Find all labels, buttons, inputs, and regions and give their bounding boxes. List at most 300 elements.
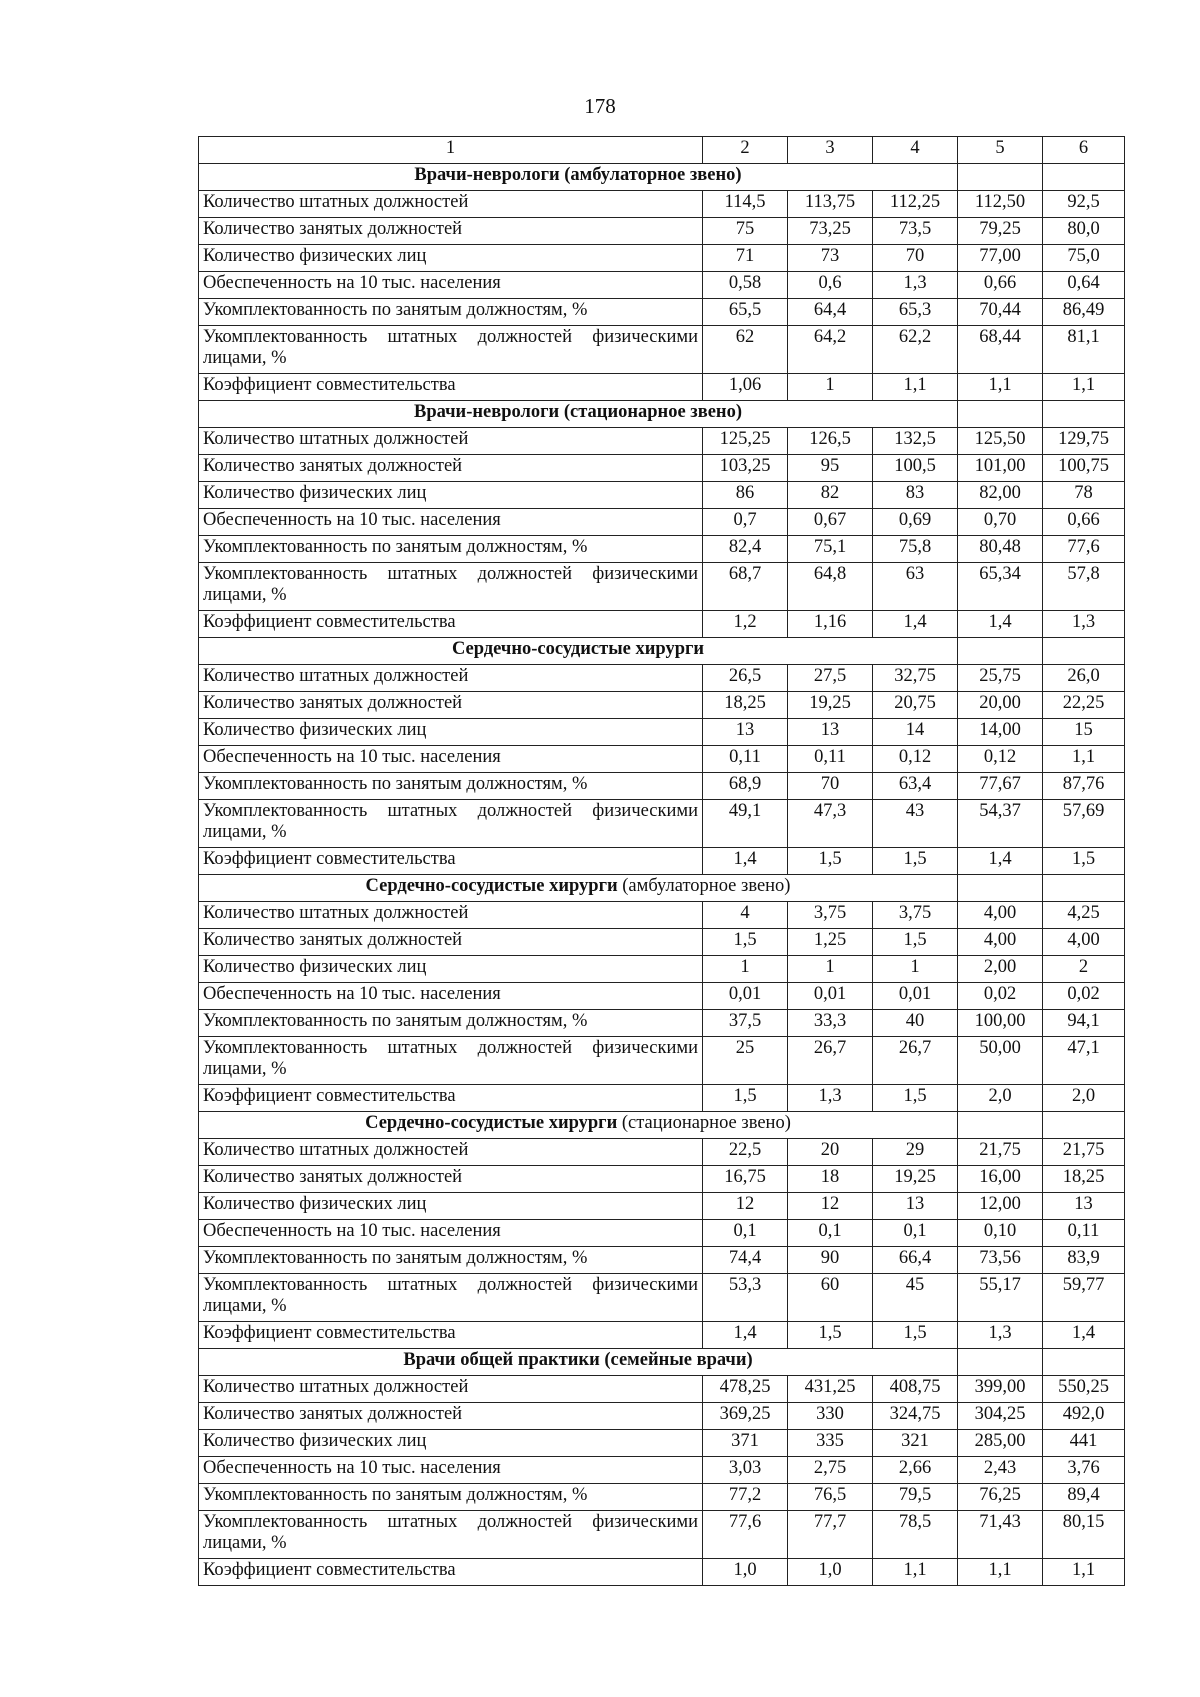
value-cell: 78 [1043,482,1125,509]
row-label: Количество занятых должностей [199,218,703,245]
value-cell: 0,12 [958,746,1043,773]
value-cell: 285,00 [958,1430,1043,1457]
value-cell: 1,0 [788,1559,873,1586]
value-cell: 20,00 [958,692,1043,719]
value-cell: 0,01 [873,983,958,1010]
value-cell: 1,5 [788,1322,873,1349]
value-cell: 81,1 [1043,326,1125,374]
value-cell: 125,50 [958,428,1043,455]
value-cell: 29 [873,1139,958,1166]
value-cell: 321 [873,1430,958,1457]
value-cell: 66,4 [873,1247,958,1274]
value-cell: 75,8 [873,536,958,563]
empty-cell [1043,638,1125,665]
table-row [199,1247,1125,1274]
value-cell: 1,4 [703,1322,788,1349]
value-cell: 19,25 [788,692,873,719]
value-cell: 3,03 [703,1457,788,1484]
row-label: Количество физических лиц [199,245,703,272]
table-row [199,299,1125,326]
row-label: Укомплектованность штатных должностей физическими лицами, % [199,326,703,374]
value-cell: 64,4 [788,299,873,326]
section-header-row [199,875,1125,902]
value-cell: 77,6 [703,1511,788,1559]
value-cell: 335 [788,1430,873,1457]
value-cell: 1,5 [703,1085,788,1112]
value-cell: 1,0 [703,1559,788,1586]
value-cell: 2,00 [958,956,1043,983]
value-cell: 80,48 [958,536,1043,563]
value-cell: 0,11 [788,746,873,773]
value-cell: 129,75 [1043,428,1125,455]
value-cell: 25,75 [958,665,1043,692]
table-row [199,428,1125,455]
value-cell: 13 [873,1193,958,1220]
value-cell: 90 [788,1247,873,1274]
column-header: 6 [1043,137,1125,164]
table-row [199,1511,1125,1559]
empty-cell [1043,164,1125,191]
value-cell: 1,4 [873,611,958,638]
value-cell: 1,1 [958,1559,1043,1586]
row-label: Количество занятых должностей [199,1166,703,1193]
value-cell: 77,7 [788,1511,873,1559]
value-cell: 82 [788,482,873,509]
value-cell: 3,75 [788,902,873,929]
value-cell: 12,00 [958,1193,1043,1220]
table-row [199,848,1125,875]
value-cell: 1,2 [703,611,788,638]
value-cell: 0,1 [873,1220,958,1247]
value-cell: 87,76 [1043,773,1125,800]
value-cell: 492,0 [1043,1403,1125,1430]
table-row [199,1403,1125,1430]
value-cell: 68,9 [703,773,788,800]
value-cell: 54,37 [958,800,1043,848]
row-label: Количество физических лиц [199,1430,703,1457]
value-cell: 64,2 [788,326,873,374]
value-cell: 71 [703,245,788,272]
row-label: Укомплектованность по занятым должностям, % [199,536,703,563]
value-cell: 0,70 [958,509,1043,536]
table-row [199,929,1125,956]
row-label: Обеспеченность на 10 тыс. населения [199,1220,703,1247]
value-cell: 18,25 [703,692,788,719]
value-cell: 2,0 [1043,1085,1125,1112]
value-cell: 0,6 [788,272,873,299]
value-cell: 1,16 [788,611,873,638]
table-row [199,1322,1125,1349]
value-cell: 0,66 [958,272,1043,299]
value-cell: 16,75 [703,1166,788,1193]
value-cell: 2,66 [873,1457,958,1484]
value-cell: 70 [873,245,958,272]
value-cell: 13 [703,719,788,746]
value-cell: 65,34 [958,563,1043,611]
row-label: Коэффициент совместительства [199,611,703,638]
value-cell: 64,8 [788,563,873,611]
value-cell: 53,3 [703,1274,788,1322]
value-cell: 62 [703,326,788,374]
value-cell: 77,00 [958,245,1043,272]
value-cell: 82,4 [703,536,788,563]
table-row [199,1376,1125,1403]
section-title-rest: (амбулаторное звено) [617,876,791,896]
value-cell: 0,67 [788,509,873,536]
table-row [199,983,1125,1010]
value-cell: 371 [703,1430,788,1457]
value-cell: 100,5 [873,455,958,482]
value-cell: 1,25 [788,929,873,956]
value-cell: 0,7 [703,509,788,536]
value-cell: 73,25 [788,218,873,245]
column-header: 3 [788,137,873,164]
value-cell: 94,1 [1043,1010,1125,1037]
value-cell: 75,0 [1043,245,1125,272]
value-cell: 20 [788,1139,873,1166]
value-cell: 1,5 [873,1322,958,1349]
row-label: Количество физических лиц [199,719,703,746]
value-cell: 75 [703,218,788,245]
section-header-row [199,638,1125,665]
value-cell: 63,4 [873,773,958,800]
value-cell: 78,5 [873,1511,958,1559]
value-cell: 550,25 [1043,1376,1125,1403]
value-cell: 2,75 [788,1457,873,1484]
table-row [199,245,1125,272]
value-cell: 103,25 [703,455,788,482]
table-row [199,326,1125,374]
value-cell: 4,00 [1043,929,1125,956]
empty-cell [1043,1112,1125,1139]
value-cell: 0,66 [1043,509,1125,536]
table-row [199,800,1125,848]
value-cell: 76,5 [788,1484,873,1511]
value-cell: 0,02 [1043,983,1125,1010]
value-cell: 14 [873,719,958,746]
row-label: Укомплектованность по занятым должностям, % [199,773,703,800]
table-row [199,665,1125,692]
value-cell: 112,50 [958,191,1043,218]
value-cell: 75,1 [788,536,873,563]
value-cell: 125,25 [703,428,788,455]
value-cell: 1,3 [958,1322,1043,1349]
table-row [199,1139,1125,1166]
table-row [199,482,1125,509]
value-cell: 63 [873,563,958,611]
row-label: Укомплектованность штатных должностей физическими лицами, % [199,1511,703,1559]
value-cell: 1,1 [1043,746,1125,773]
row-label: Количество штатных должностей [199,1139,703,1166]
value-cell: 408,75 [873,1376,958,1403]
value-cell: 0,1 [788,1220,873,1247]
value-cell: 12 [788,1193,873,1220]
empty-cell [958,638,1043,665]
row-label: Количество занятых должностей [199,692,703,719]
value-cell: 101,00 [958,455,1043,482]
value-cell: 15 [1043,719,1125,746]
table-row [199,1430,1125,1457]
value-cell: 1,5 [703,929,788,956]
value-cell: 1,1 [958,374,1043,401]
table-row [199,773,1125,800]
value-cell: 3,76 [1043,1457,1125,1484]
value-cell: 89,4 [1043,1484,1125,1511]
value-cell: 4 [703,902,788,929]
section-title [199,875,958,902]
value-cell: 73 [788,245,873,272]
row-label: Количество штатных должностей [199,191,703,218]
value-cell: 22,5 [703,1139,788,1166]
value-cell: 369,25 [703,1403,788,1430]
value-cell: 47,3 [788,800,873,848]
value-cell: 70,44 [958,299,1043,326]
value-cell: 25 [703,1037,788,1085]
value-cell: 0,1 [703,1220,788,1247]
value-cell: 1 [788,956,873,983]
value-cell: 18 [788,1166,873,1193]
value-cell: 60 [788,1274,873,1322]
empty-cell [958,164,1043,191]
value-cell: 1,5 [1043,848,1125,875]
value-cell: 19,25 [873,1166,958,1193]
table-row [199,1559,1125,1586]
row-label: Укомплектованность штатных должностей физическими лицами, % [199,1037,703,1085]
value-cell: 112,25 [873,191,958,218]
value-cell: 79,5 [873,1484,958,1511]
value-cell: 4,25 [1043,902,1125,929]
row-label: Количество штатных должностей [199,665,703,692]
value-cell: 4,00 [958,929,1043,956]
row-label: Укомплектованность штатных должностей физическими лицами, % [199,563,703,611]
value-cell: 0,10 [958,1220,1043,1247]
row-label: Коэффициент совместительства [199,374,703,401]
value-cell: 47,1 [1043,1037,1125,1085]
table-row [199,1484,1125,1511]
value-cell: 0,64 [1043,272,1125,299]
section-title [199,638,958,665]
row-label: Обеспеченность на 10 тыс. населения [199,272,703,299]
section-title-bold: Сердечно-сосудистые хирурги [365,1113,618,1133]
section-header-row [199,1112,1125,1139]
value-cell: 70 [788,773,873,800]
column-header: 2 [703,137,788,164]
value-cell: 26,7 [873,1037,958,1085]
table-row [199,902,1125,929]
section-title [199,1349,958,1376]
value-cell: 0,58 [703,272,788,299]
value-cell: 0,01 [703,983,788,1010]
value-cell: 77,6 [1043,536,1125,563]
section-header-row [199,401,1125,428]
table-row [199,509,1125,536]
row-label: Коэффициент совместительства [199,848,703,875]
value-cell: 83 [873,482,958,509]
value-cell: 1,3 [873,272,958,299]
section-title-bold: Сердечно-сосудистые хирурги [365,876,618,896]
value-cell: 27,5 [788,665,873,692]
value-cell: 45 [873,1274,958,1322]
value-cell: 80,0 [1043,218,1125,245]
column-header: 5 [958,137,1043,164]
value-cell: 16,00 [958,1166,1043,1193]
row-label: Коэффициент совместительства [199,1085,703,1112]
value-cell: 2,0 [958,1085,1043,1112]
value-cell: 49,1 [703,800,788,848]
section-title [199,401,958,428]
value-cell: 330 [788,1403,873,1430]
value-cell: 14,00 [958,719,1043,746]
row-label: Количество занятых должностей [199,1403,703,1430]
value-cell: 1 [703,956,788,983]
section-title-bold: Сердечно-сосудистые хирурги [451,639,705,659]
value-cell: 1,5 [873,848,958,875]
value-cell: 22,25 [1043,692,1125,719]
value-cell: 50,00 [958,1037,1043,1085]
value-cell: 74,4 [703,1247,788,1274]
row-label: Коэффициент совместительства [199,1559,703,1586]
value-cell: 1,06 [703,374,788,401]
table-row [199,191,1125,218]
value-cell: 132,5 [873,428,958,455]
value-cell: 126,5 [788,428,873,455]
value-cell: 18,25 [1043,1166,1125,1193]
value-cell: 1,4 [958,848,1043,875]
value-cell: 21,75 [1043,1139,1125,1166]
value-cell: 57,8 [1043,563,1125,611]
row-label: Обеспеченность на 10 тыс. населения [199,509,703,536]
staffing-table [198,136,1125,1586]
value-cell: 1 [873,956,958,983]
value-cell: 71,43 [958,1511,1043,1559]
value-cell: 0,11 [703,746,788,773]
value-cell: 68,44 [958,326,1043,374]
table-row [199,719,1125,746]
empty-cell [1043,401,1125,428]
value-cell: 431,25 [788,1376,873,1403]
value-cell: 4,00 [958,902,1043,929]
row-label: Количество занятых должностей [199,455,703,482]
value-cell: 0,11 [1043,1220,1125,1247]
value-cell: 1,4 [958,611,1043,638]
page-number: 178 [584,94,616,118]
table-row [199,374,1125,401]
value-cell: 65,5 [703,299,788,326]
column-header: 1 [199,137,703,164]
table-row [199,272,1125,299]
value-cell: 65,3 [873,299,958,326]
value-cell: 62,2 [873,326,958,374]
row-label: Укомплектованность по занятым должностям, % [199,1484,703,1511]
value-cell: 26,5 [703,665,788,692]
value-cell: 0,02 [958,983,1043,1010]
table-row [199,611,1125,638]
value-cell: 86,49 [1043,299,1125,326]
value-cell: 1,5 [873,929,958,956]
value-cell: 26,0 [1043,665,1125,692]
row-label: Укомплектованность по занятым должностям, % [199,1247,703,1274]
section-title-bold: Врачи-неврологи (амбулаторное звено) [414,165,742,185]
value-cell: 0,12 [873,746,958,773]
row-label: Количество занятых должностей [199,929,703,956]
value-cell: 57,69 [1043,800,1125,848]
value-cell: 1,3 [1043,611,1125,638]
value-cell: 83,9 [1043,1247,1125,1274]
value-cell: 478,25 [703,1376,788,1403]
row-label: Укомплектованность штатных должностей физическими лицами, % [199,1274,703,1322]
value-cell: 1,1 [1043,1559,1125,1586]
value-cell: 79,25 [958,218,1043,245]
table-row [199,746,1125,773]
row-label: Количество физических лиц [199,1193,703,1220]
value-cell: 1 [788,374,873,401]
table-row [199,956,1125,983]
value-cell: 114,5 [703,191,788,218]
value-cell: 33,3 [788,1010,873,1037]
empty-cell [958,1349,1043,1376]
value-cell: 399,00 [958,1376,1043,1403]
value-cell: 113,75 [788,191,873,218]
section-title-rest: (стационарное звено) [617,1113,791,1133]
table-row [199,1220,1125,1247]
value-cell: 100,00 [958,1010,1043,1037]
value-cell: 1,5 [788,848,873,875]
row-label: Обеспеченность на 10 тыс. населения [199,1457,703,1484]
table-row [199,1193,1125,1220]
value-cell: 13 [788,719,873,746]
table-body [199,137,1125,1586]
row-label: Укомплектованность по занятым должностям, % [199,299,703,326]
value-cell: 1,1 [1043,374,1125,401]
value-cell: 68,7 [703,563,788,611]
value-cell: 0,69 [873,509,958,536]
column-header: 4 [873,137,958,164]
value-cell: 82,00 [958,482,1043,509]
value-cell: 32,75 [873,665,958,692]
section-header-row [199,1349,1125,1376]
value-cell: 26,7 [788,1037,873,1085]
value-cell: 441 [1043,1430,1125,1457]
table-row [199,1274,1125,1322]
empty-cell [1043,875,1125,902]
table-row [199,1037,1125,1085]
row-label: Количество штатных должностей [199,428,703,455]
section-title-bold: Врачи-неврологи (стационарное звено) [413,402,742,422]
value-cell: 40 [873,1010,958,1037]
value-cell: 2,43 [958,1457,1043,1484]
value-cell: 100,75 [1043,455,1125,482]
value-cell: 304,25 [958,1403,1043,1430]
value-cell: 2 [1043,956,1125,983]
section-header-row [199,164,1125,191]
value-cell: 77,2 [703,1484,788,1511]
row-label: Коэффициент совместительства [199,1322,703,1349]
value-cell: 1,1 [873,1559,958,1586]
row-label: Обеспеченность на 10 тыс. населения [199,746,703,773]
value-cell: 59,77 [1043,1274,1125,1322]
row-label: Количество физических лиц [199,956,703,983]
table-row [199,1085,1125,1112]
empty-cell [1043,1349,1125,1376]
value-cell: 1,1 [873,374,958,401]
value-cell: 95 [788,455,873,482]
table-row [199,1166,1125,1193]
section-title-bold: Врачи общей практики (семейные врачи) [403,1350,753,1370]
value-cell: 1,4 [1043,1322,1125,1349]
empty-cell [958,875,1043,902]
value-cell: 1,3 [788,1085,873,1112]
value-cell: 20,75 [873,692,958,719]
